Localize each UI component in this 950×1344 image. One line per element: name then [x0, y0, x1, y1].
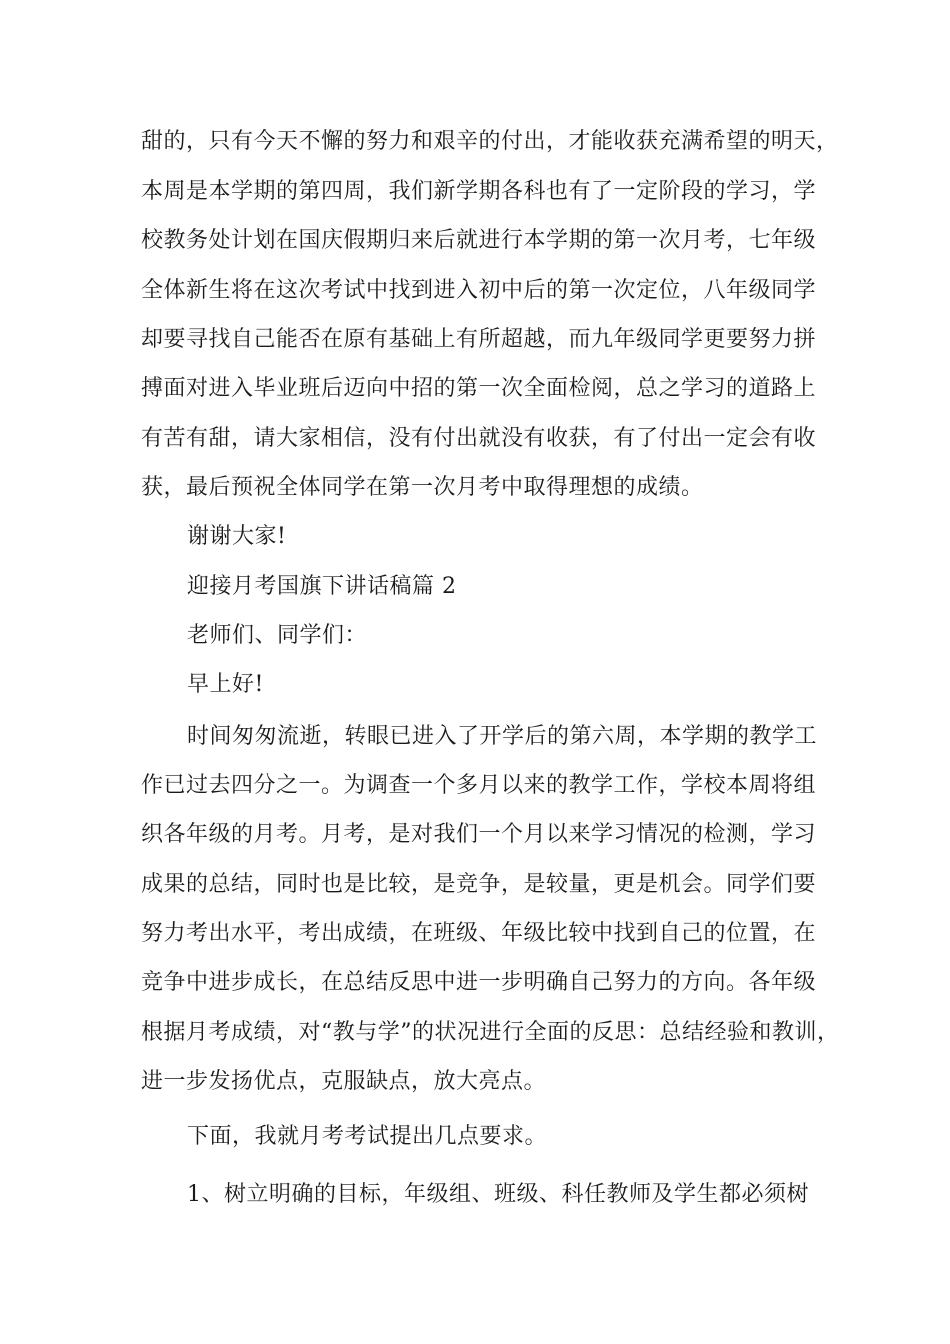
paragraph-line: 时间匆匆流逝，转眼已进入了开学后的第六周，本学期的教学工 [187, 724, 818, 749]
paragraph-line: 根据月考成绩，对“教与学”的状况进行全面的反思：总结经验和教训， [141, 1020, 840, 1045]
paragraph-line: 全体新生将在这次考试中找到进入初中后的第一次定位，八年级同学 [141, 278, 817, 303]
paragraph-line: 搏面对进入毕业班后迈向中招的第一次全面检阅，总之学习的道路上 [141, 376, 817, 401]
greeting-line: 早上好! [187, 672, 264, 697]
paragraph-line: 本周是本学期的第四周，我们新学期各科也有了一定阶段的学习，学 [141, 179, 817, 204]
paragraph-line: 成果的总结，同时也是比较，是竞争，是较量，更是机会。同学们要 [141, 872, 817, 897]
paragraph-line: 却要寻找自己能否在原有基础上有所超越，而九年级同学更要努力拼 [141, 327, 817, 352]
paragraph-line: 甜的，只有今天不懈的努力和艰辛的付出，才能收获充满希望的明天， [141, 129, 839, 154]
salutation-line: 老师们、同学们： [187, 623, 368, 648]
paragraph-line: 下面，我就月考考试提出几点要求。 [187, 1124, 548, 1149]
paragraph-line: 努力考出水平，考出成绩，在班级、年级比较中找到自己的位置，在 [141, 921, 817, 946]
paragraph-line: 作已过去四分之一。为调查一个多月以来的教学工作，学校本周将组 [141, 773, 817, 798]
section-title: 迎接月考国旗下讲话稿篇 2 [187, 574, 457, 599]
paragraph-line: 1、树立明确的目标，年级组、班级、科任教师及学生都必须树 [187, 1182, 809, 1207]
thanks-line: 谢谢大家! [187, 524, 287, 549]
paragraph-line: 进一步发扬优点，克服缺点，放大亮点。 [141, 1069, 547, 1094]
paragraph-line: 有苦有甜，请大家相信，没有付出就没有收获，有了付出一定会有收 [141, 426, 817, 451]
paragraph-line: 获，最后预祝全体同学在第一次月考中取得理想的成绩。 [141, 475, 704, 500]
paragraph-line: 竞争中进步成长，在总结反思中进一步明确自己努力的方向。各年级 [141, 970, 817, 995]
paragraph-line: 织各年级的月考。月考，是对我们一个月以来学习情况的检测，学习 [141, 822, 817, 847]
paragraph-line: 校教务处计划在国庆假期归来后就进行本学期的第一次月考，七年级 [141, 228, 817, 253]
